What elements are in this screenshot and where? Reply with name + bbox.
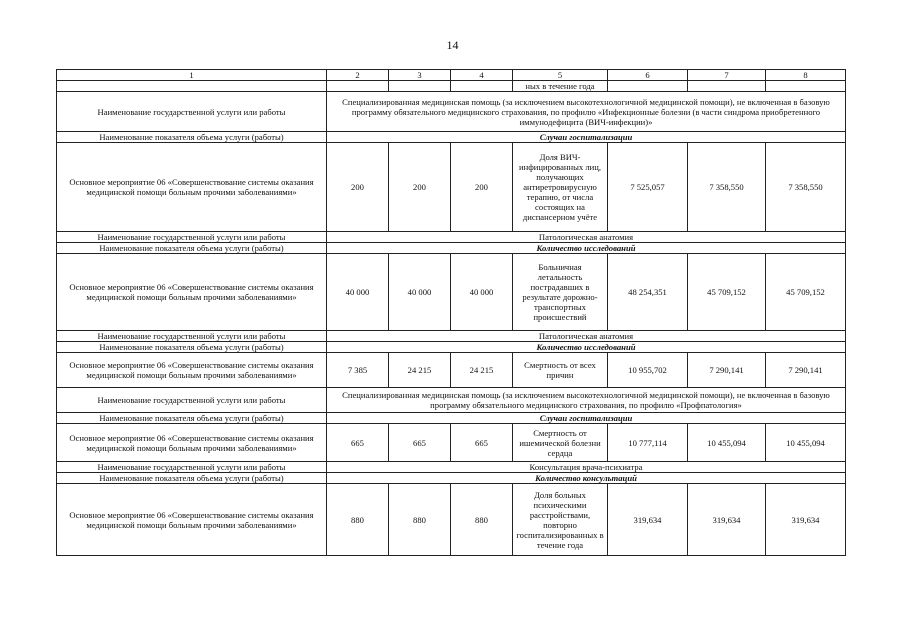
service-value: Специализированная медицинская помощь (за исключением высокотехнологичной медицинской помощи), не включенная в базовую программу обязательного медицинского страхования, по профилю «Инфекционные болезни (в части синдрома приобретенного иммунодефицита (ВИЧ-инфекции)» — [327, 92, 846, 132]
service-label: Наименование государственной услуги или работы — [57, 331, 327, 342]
service-value: Специализированная медицинская помощь (за исключением высокотехнологичной медицинской помощи), не включенная в базовую программу обязательного медицинского страхования, по профилю «Профпатология» — [327, 388, 846, 413]
indicator-label: Наименование показателя объема услуги (работы) — [57, 473, 327, 484]
indicator-row — [57, 473, 846, 484]
header-cell: 4 — [451, 70, 513, 81]
value-cell: 45 709,152 — [688, 254, 766, 331]
value-cell: 10 455,094 — [688, 424, 766, 462]
table-row — [57, 353, 846, 388]
value-cell: 40 000 — [327, 254, 389, 331]
value-cell: 7 358,550 — [688, 143, 766, 232]
service-label: Наименование государственной услуги или работы — [57, 232, 327, 243]
service-label: Наименование государственной услуги или работы — [57, 92, 327, 132]
header-cell: 7 — [688, 70, 766, 81]
table-row — [57, 254, 846, 331]
service-row — [57, 232, 846, 243]
measure-cell: Основное мероприятие 06 «Совершенствование системы оказания медицинской помощи больным прочими заболеваниями» — [57, 424, 327, 462]
page-number: 14 — [446, 38, 459, 52]
header-cell: 8 — [766, 70, 846, 81]
value-cell: 880 — [327, 484, 389, 556]
value-cell: 24 215 — [389, 353, 451, 388]
table-row — [57, 424, 846, 462]
value-cell: 40 000 — [389, 254, 451, 331]
service-row — [57, 388, 846, 413]
indicator-desc-cell: Доля ВИЧ-инфицированных лиц, получающих антиретровирусную терапию, от числа состоящих на диспансерном учёте — [513, 143, 608, 232]
continuation-cell: ных в течение года — [513, 81, 608, 92]
service-row — [57, 462, 846, 473]
measure-cell: Основное мероприятие 06 «Совершенствование системы оказания медицинской помощи больным прочими заболеваниями» — [57, 484, 327, 556]
indicator-desc-cell: Доля больных психическими расстройствами, повторно госпитализированных в течение года — [513, 484, 608, 556]
value-cell: 10 455,094 — [766, 424, 846, 462]
value-cell: 665 — [451, 424, 513, 462]
indicator-row — [57, 243, 846, 254]
indicator-row — [57, 342, 846, 353]
table-row — [57, 484, 846, 556]
indicator-row — [57, 132, 846, 143]
header-cell: 3 — [389, 70, 451, 81]
value-cell: 200 — [451, 143, 513, 232]
indicator-value: Случаи госпитализации — [327, 132, 846, 143]
indicator-value: Количество исследований — [327, 342, 846, 353]
indicator-row — [57, 413, 846, 424]
header-cell: 2 — [327, 70, 389, 81]
measure-cell: Основное мероприятие 06 «Совершенствование системы оказания медицинской помощи больным прочими заболеваниями» — [57, 254, 327, 331]
value-cell: 7 358,550 — [766, 143, 846, 232]
indicator-label: Наименование показателя объема услуги (работы) — [57, 342, 327, 353]
header-row — [57, 70, 846, 81]
value-cell: 45 709,152 — [766, 254, 846, 331]
continuation-row — [57, 81, 846, 92]
value-cell: 880 — [451, 484, 513, 556]
service-row — [57, 331, 846, 342]
value-cell: 665 — [389, 424, 451, 462]
value-cell: 7 385 — [327, 353, 389, 388]
value-cell: 319,634 — [766, 484, 846, 556]
service-value: Патологическая анатомия — [327, 232, 846, 243]
indicator-value: Количество консультаций — [327, 473, 846, 484]
value-cell: 200 — [327, 143, 389, 232]
measure-cell: Основное мероприятие 06 «Совершенствование системы оказания медицинской помощи больным прочими заболеваниями» — [57, 143, 327, 232]
value-cell: 7 525,057 — [608, 143, 688, 232]
indicator-label: Наименование показателя объема услуги (работы) — [57, 413, 327, 424]
indicator-desc-cell: Смертность от ишемической болезни сердца — [513, 424, 608, 462]
value-cell: 24 215 — [451, 353, 513, 388]
data-table — [56, 69, 846, 556]
service-value: Патологическая анатомия — [327, 331, 846, 342]
table-row — [57, 143, 846, 232]
indicator-desc-cell: Больничная летальность пострадавших в результате дорожно-транспортных происшествий — [513, 254, 608, 331]
value-cell: 200 — [389, 143, 451, 232]
indicator-value: Случаи госпитализации — [327, 413, 846, 424]
value-cell: 319,634 — [688, 484, 766, 556]
value-cell: 665 — [327, 424, 389, 462]
indicator-label: Наименование показателя объема услуги (работы) — [57, 132, 327, 143]
service-value: Консультация врача-психиатра — [327, 462, 846, 473]
value-cell: 880 — [389, 484, 451, 556]
header-cell: 6 — [608, 70, 688, 81]
header-cell: 5 — [513, 70, 608, 81]
indicator-desc-cell: Смертность от всех причин — [513, 353, 608, 388]
value-cell: 40 000 — [451, 254, 513, 331]
measure-cell: Основное мероприятие 06 «Совершенствование системы оказания медицинской помощи больным прочими заболеваниями» — [57, 353, 327, 388]
header-cell: 1 — [57, 70, 327, 81]
indicator-label: Наименование показателя объема услуги (работы) — [57, 243, 327, 254]
service-label: Наименование государственной услуги или работы — [57, 462, 327, 473]
value-cell: 10 955,702 — [608, 353, 688, 388]
value-cell: 7 290,141 — [688, 353, 766, 388]
service-row — [57, 92, 846, 132]
indicator-value: Количество исследований — [327, 243, 846, 254]
value-cell: 10 777,114 — [608, 424, 688, 462]
value-cell: 48 254,351 — [608, 254, 688, 331]
value-cell: 319,634 — [608, 484, 688, 556]
service-label: Наименование государственной услуги или работы — [57, 388, 327, 413]
value-cell: 7 290,141 — [766, 353, 846, 388]
